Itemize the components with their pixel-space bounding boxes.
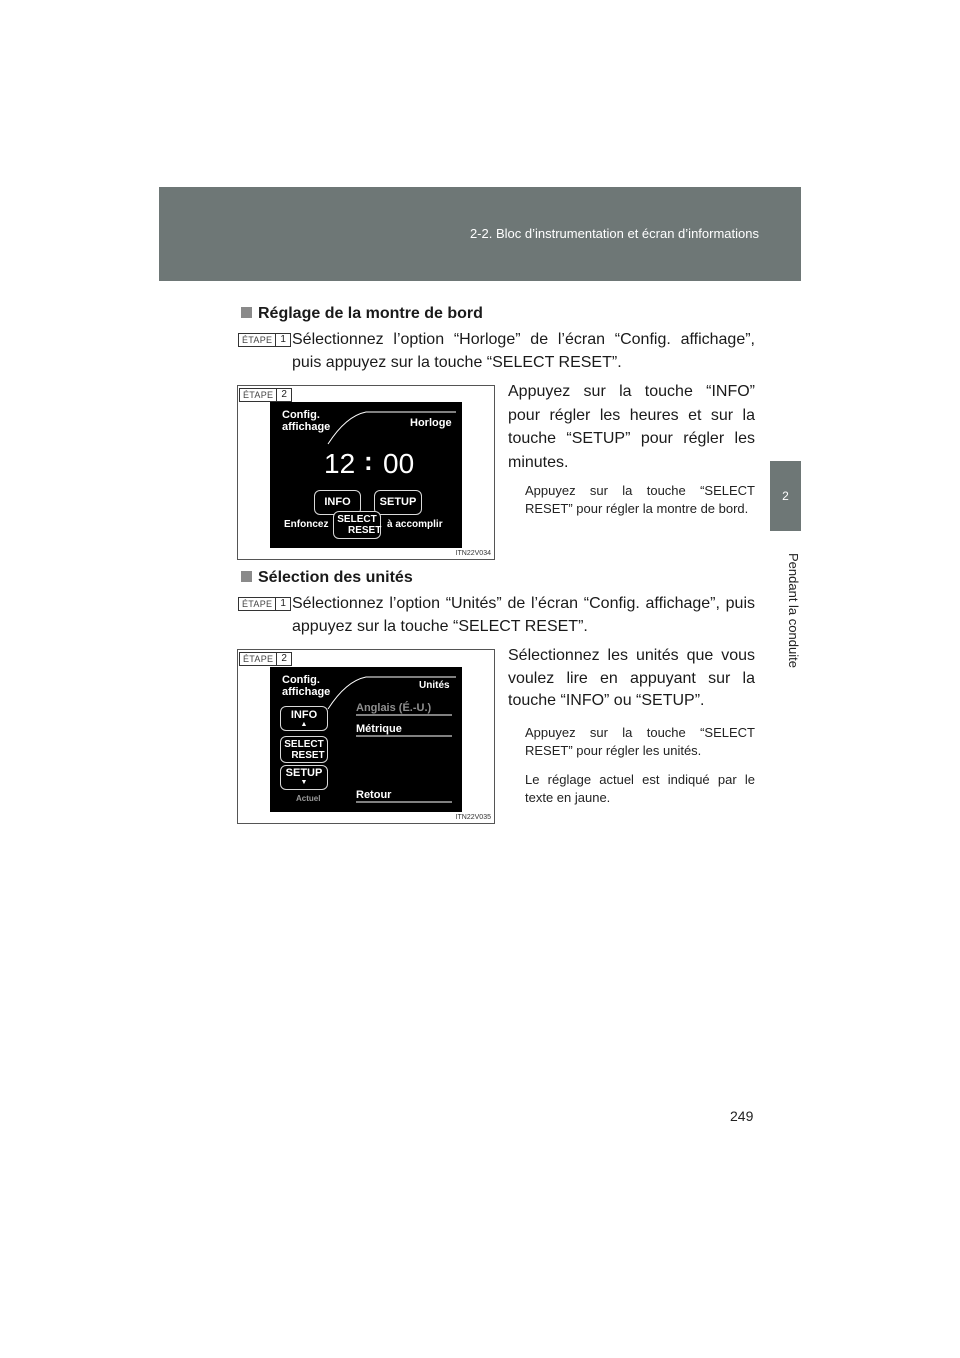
clock-hours: 12: [324, 448, 356, 479]
section-title-text: Sélection des unités: [258, 569, 413, 586]
screen-title-line2: affichage: [282, 686, 331, 698]
option-metric[interactable]: Métrique: [356, 723, 402, 735]
option-english[interactable]: Anglais (É.-U.): [356, 702, 432, 714]
page-number: 249: [730, 1108, 754, 1124]
chapter-tab: 2: [770, 461, 801, 531]
screen-title-line2: affichage: [282, 421, 331, 433]
square-bullet-icon: [241, 571, 252, 582]
clock-figure: [237, 385, 495, 560]
step-note: Appuyez sur la touche “SELECT RESET” pour régler la montre de bord.: [525, 483, 755, 516]
select-reset-button[interactable]: [333, 511, 381, 539]
reset-label: RESET: [291, 750, 325, 761]
step-badge-number: 2: [281, 389, 287, 400]
step-text: Sélectionnez les unités que vous voulez lire en appuyant sur la touche “INFO” ou “SETUP”.: [508, 647, 755, 709]
figure-code: ITN22V035: [455, 814, 491, 821]
select-label: SELECT: [337, 514, 377, 525]
step-badge-label: ÉTAPE: [240, 653, 277, 665]
clock-minutes: 00: [383, 448, 415, 479]
step-badge-label: ÉTAPE: [240, 389, 277, 401]
units-figure: [237, 649, 495, 824]
display-screen: [270, 402, 462, 548]
reset-label: RESET: [348, 525, 382, 536]
step-badge: [238, 597, 291, 611]
section-title-text: Réglage de la montre de bord: [258, 305, 483, 322]
square-bullet-icon: [241, 307, 252, 318]
step-badge: [239, 652, 292, 666]
info-button[interactable]: [280, 706, 328, 731]
chapter-header: [159, 187, 801, 281]
figure-code: ITN22V034: [455, 550, 491, 557]
step-badge-number: 2: [281, 653, 287, 664]
step-text: Appuyez sur la touche “INFO” pour régler les heures et sur la touche “SETUP” pour régler les minutes.: [508, 383, 755, 471]
accomplish-label: à accomplir: [387, 519, 443, 530]
setup-button[interactable]: [280, 765, 328, 790]
step-badge: [239, 388, 292, 402]
press-label: Enfoncez: [284, 519, 329, 530]
step-badge: [238, 333, 291, 347]
step-note: Appuyez sur la touche “SELECT RESET” pour régler les unités.: [525, 725, 755, 758]
chapter-label: Pendant la conduite: [786, 552, 801, 668]
step-badge-number: 1: [280, 598, 286, 609]
section-title-clock: [241, 305, 483, 323]
step-badge-label: ÉTAPE: [239, 598, 276, 610]
step-badge-label: ÉTAPE: [239, 334, 276, 346]
option-back[interactable]: Retour: [356, 789, 392, 801]
step-note: Le réglage actuel est indiqué par le texte en jaune.: [525, 772, 755, 805]
step-badge-number: 1: [280, 334, 286, 345]
section-heading: 2-2. Bloc d’instrumentation et écran d’informations: [469, 226, 759, 241]
info-button[interactable]: INFO: [314, 490, 361, 515]
arrow-down-icon: ▼: [300, 779, 308, 786]
select-label: SELECT: [284, 739, 324, 750]
section-title-units: [241, 569, 413, 587]
select-reset-button[interactable]: [280, 736, 328, 763]
clock-separator: :: [364, 446, 373, 476]
display-screen: [270, 667, 462, 812]
setup-label: SETUP: [285, 767, 323, 779]
current-label: Actuel: [296, 794, 321, 803]
step-text: Sélectionnez l’option “Horloge” de l’écran “Config. affichage”, puis appuyez sur la touche “SELECT RESET”.: [292, 331, 755, 371]
info-label: INFO: [290, 709, 318, 721]
screen-name: Horloge: [410, 417, 452, 429]
screen-title-line1: Config.: [282, 674, 320, 686]
screen-name: Unités: [419, 680, 450, 691]
screen-title-line1: Config.: [282, 409, 320, 421]
setup-button[interactable]: SETUP: [374, 490, 422, 515]
arrow-up-icon: ▲: [300, 721, 308, 728]
step-text: Sélectionnez l’option “Unités” de l’écran “Config. affichage”, puis appuyez sur la touche “SELECT RESET”.: [292, 595, 755, 635]
